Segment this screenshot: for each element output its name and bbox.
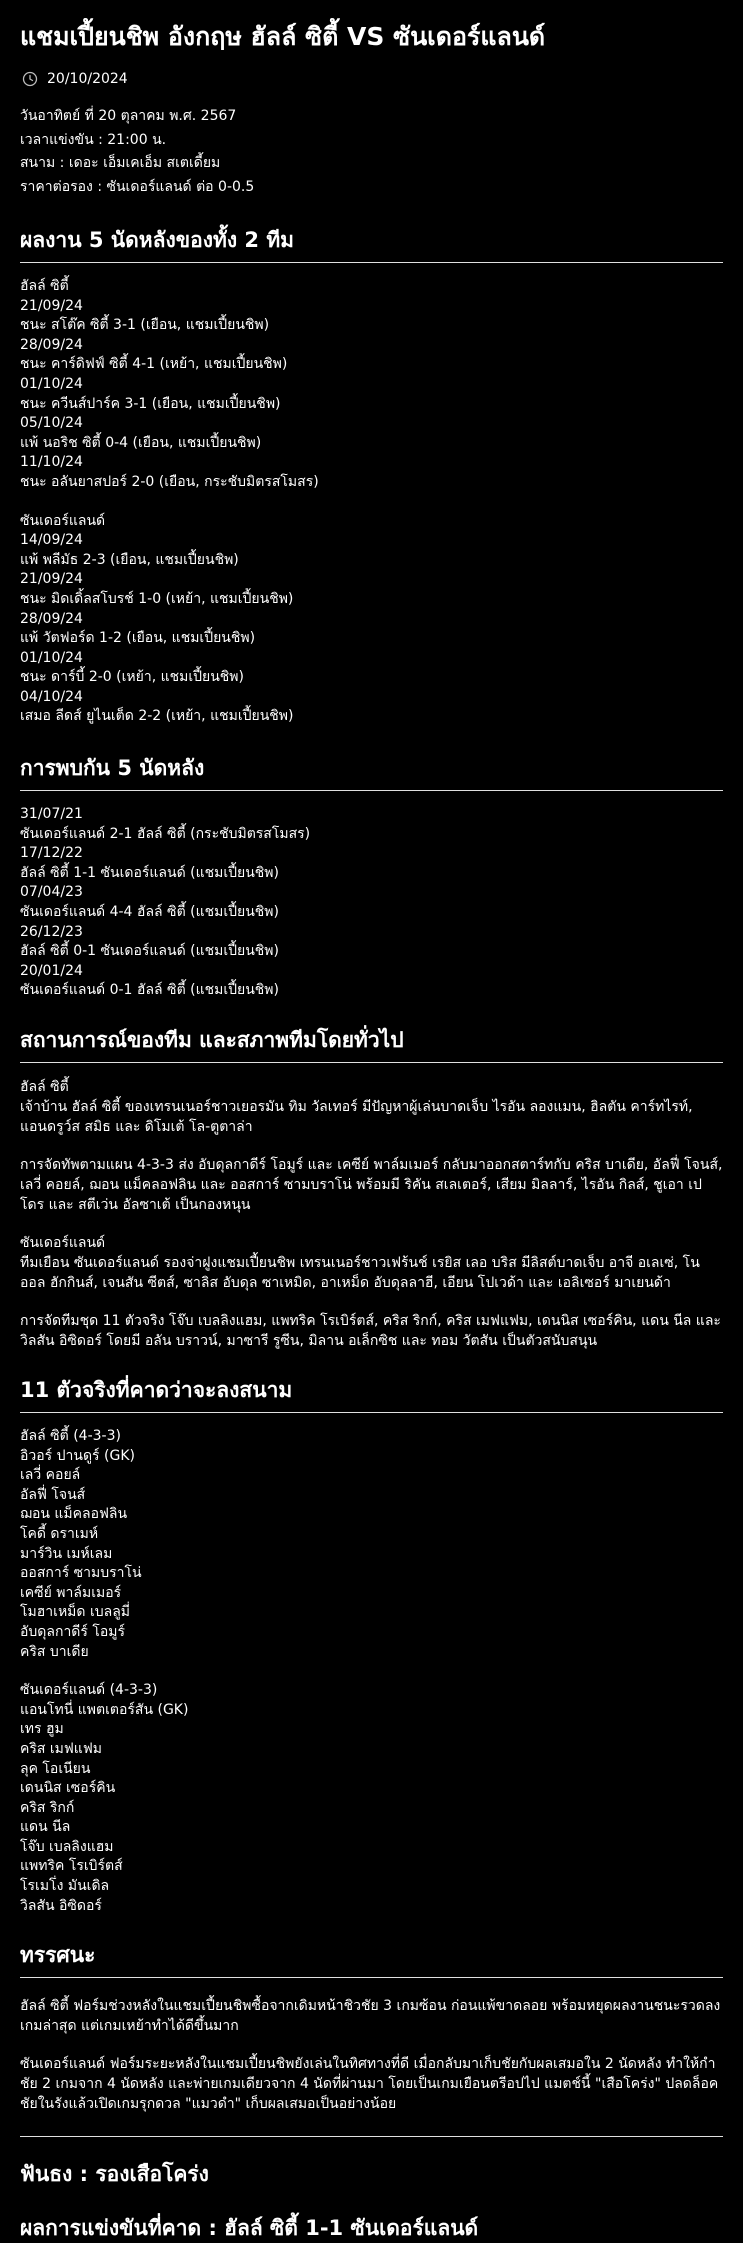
player: คริส บาเดีย [20, 1643, 89, 1660]
stadium: สนาม : เดอะ เอ็มเคเอ็ม สเตเดี้ยม [20, 155, 221, 171]
result-line: ชนะ ควีนส์ปาร์ค 3-1 (เยือน, แชมเปี้ยนชิพ) [20, 395, 281, 412]
h2h-line: ซันเดอร์แลนด์ 2-1 ฮัลล์ ซิตี้ (กระชับมิตรสโมสร) [20, 825, 311, 842]
team-name: ฮัลล์ ซิตี้ [20, 278, 69, 294]
result-line: 11/10/24 [20, 454, 83, 471]
result-line: 28/09/24 [20, 336, 83, 353]
h2h-heading: การพบกัน 5 นัดหลัง [20, 753, 723, 791]
page-title: แชมเปี้ยนชิพ อังกฤษ ฮัลล์ ซิตี้ VS ซันเดอร์แลนด์ [20, 22, 546, 51]
result-line: แพ้ พลีมัธ 2-3 (เยือน, แชมเปี้ยนชิพ) [20, 551, 239, 568]
analysis-heading: ทรรศนะ [20, 1940, 723, 1978]
player: อับดุลกาดีร์ โอมูร์ [20, 1623, 126, 1640]
team-name: ซันเดอร์แลนด์ [20, 512, 106, 529]
formation-title: ฮัลล์ ซิตี้ (4-3-3) [20, 1428, 121, 1444]
publish-date: 20/10/2024 [47, 71, 128, 87]
date-row [20, 69, 723, 89]
odds: ราคาต่อรอง : ซันเดอร์แลนด์ ต่อ 0-0.5 [20, 178, 255, 195]
tip-heading: ฟันธง : รองเสือโคร่ง [20, 2162, 209, 2187]
h2h-line: 07/04/23 [20, 884, 83, 901]
formation-title: ซันเดอร์แลนด์ (4-3-3) [20, 1682, 158, 1699]
h2h-list [20, 805, 723, 1001]
analysis-paragraph: ฮัลล์ ซิตี้ ฟอร์มช่วงหลังในแชมเปี้ยนชิพซื้อจากเดิมหน้าชิวชัย 3 เกมซ้อน ก่อนแพ้ขาดลอย พร้อมหยุดผลงานชนะรวดลงเกมล่าสุด แต่เกมเหย้าทำได้ดีขึ้นมาก [20, 1998, 721, 2035]
result-line: ชนะ ดาร์บี้ 2-0 (เหย้า, แชมเปี้ยนชิพ) [20, 669, 244, 686]
away-recent [20, 512, 723, 728]
divider [20, 2136, 723, 2137]
player: โจ๊บ เบลลิงแฮม [20, 1838, 114, 1855]
h2h-line: 20/01/24 [20, 962, 83, 979]
recent-results-heading: ผลงาน 5 นัดหลังของทั้ง 2 ทีม [20, 225, 723, 263]
h2h-section [20, 753, 723, 1001]
h2h-line: ฮัลล์ ซิตี้ 0-1 ซันเดอร์แลนด์ (แชมเปี้ยนชิพ) [20, 943, 279, 960]
away-lineup [20, 1681, 723, 1916]
player: อัลฟี่ โจนส์ [20, 1486, 86, 1503]
team-form-heading: สถานการณ์ของทีม และสภาพทีมโดยทั่วไป [20, 1025, 723, 1063]
result-line: 28/09/24 [20, 610, 83, 627]
player: เดนนิส เซอร์คิน [20, 1780, 116, 1797]
home-lineup [20, 1427, 723, 1662]
h2h-line: 26/12/23 [20, 923, 83, 940]
away-lineup-paragraph: การจัดทีมชุด 11 ตัวจริง โจ๊บ เบลลิงแฮม, แพทริค โรเบิร์ตส์, คริส ริกก์, คริส เมฟแฟม, เดนนิส เซอร์คิน, แดน นีล และ วิลสัน อิซิดอร์ โดยมี อลัน บราวน์, มาซารี รูซีน, มิลาน อเล็กซิช และ ทอม วัตสัน เป็นตัวสนับสนุน [20, 1313, 721, 1349]
player: ฌอน แม็คลอฟลิน [20, 1506, 128, 1523]
team-form-section [20, 1025, 723, 1351]
result-line: ชนะ สโต๊ค ซิตี้ 3-1 (เยือน, แชมเปี้ยนชิพ) [20, 317, 270, 334]
result-line: 05/10/24 [20, 415, 83, 432]
result-line: ชนะ อลันยาสปอร์ 2-0 (เยือน, กระชับมิตรสโมสร) [20, 473, 319, 490]
result-line: 14/09/24 [20, 532, 83, 549]
result-line: 01/10/24 [20, 375, 83, 392]
player: เคซีย์ พาล์มเมอร์ [20, 1584, 122, 1601]
away-form-paragraph: ทีมเยือน ซันเดอร์แลนด์ รองจ่าฝูงแชมเปี้ยนชิพ เทรนเนอร์ชาวเฟร้นช์ เรยิส เลอ บริส มีลิสต์บาดเจ็บ อาจี อเลเซ่, โนออล ฮักกินส์, เจนสัน ซีตส์, ซาลิส อับดุล ซาเหมิด, อาเหม็ด อับดุลลาฮี, เอียน โปเวด้า และ เอลิเซอร์ มาเยนด้า [20, 1255, 700, 1291]
h2h-line: ซันเดอร์แลนด์ 0-1 ฮัลล์ ซิตี้ (แชมเปี้ยนชิพ) [20, 982, 279, 999]
clock-icon [22, 71, 38, 87]
player: แพทริค โรเบิร์ตส์ [20, 1858, 123, 1875]
player: ลุค โอเนียน [20, 1760, 91, 1777]
result-line: 21/09/24 [20, 571, 83, 588]
analysis-section [20, 1940, 723, 2114]
h2h-line: ฮัลล์ ซิตี้ 1-1 ซันเดอร์แลนด์ (แชมเปี้ยนชิพ) [20, 864, 279, 881]
result-line: ชนะ มิดเดิ้ลสโบรช์ 1-0 (เหย้า, แชมเปี้ยนชิพ) [20, 590, 294, 607]
h2h-line: 17/12/22 [20, 845, 83, 862]
result-line: แพ้ นอริช ซิตี้ 0-4 (เยือน, แชมเปี้ยนชิพ) [20, 434, 262, 451]
result-line: เสมอ ลีดส์ ยูไนเต็ด 2-2 (เหย้า, แชมเปี้ยนชิพ) [20, 708, 294, 725]
player: เลวี่ คอยล์ [20, 1467, 81, 1484]
player: โรเมโ่ง มันเดิล [20, 1878, 110, 1895]
away-team-name: ซันเดอร์แลนด์ [20, 1235, 106, 1251]
result-line: 04/10/24 [20, 688, 83, 705]
player: เทร ฮูม [20, 1721, 64, 1738]
player: โคดี้ ดราเมห์ [20, 1525, 99, 1542]
home-lineup-paragraph: การจัดทัพตามแผน 4-3-3 ส่ง อับดุลกาดีร์ โอมูร์ และ เคซีย์ พาล์มเมอร์ กลับมาออกสตาร์ทกับ คริส บาเดีย, อัลฟี่ โจนส์, เลวี่ คอยล์, ฌอน แม็คลอฟลิน และ ออสการ์ ซามบราโน่ พร้อมมี ริคัน สเลเตอร์, เสียม มิลลาร์, ไรอัน กิลส์, ชูเอา เปโดร และ สตีเว่น อัลซาเต้ เป็นกองหนุน [20, 1157, 723, 1213]
result-line: 21/09/24 [20, 297, 83, 314]
home-recent [20, 277, 723, 493]
h2h-line: ซันเดอร์แลนด์ 4-4 ฮัลล์ ซิตี้ (แชมเปี้ยนชิพ) [20, 904, 279, 921]
lineup-heading: 11 ตัวจริงที่คาดว่าจะลงสนาม [20, 1375, 723, 1413]
player: แอนโทนี่ แพตเตอร์สัน (GK) [20, 1701, 189, 1718]
recent-results-section [20, 225, 723, 727]
home-team-name: ฮัลล์ ซิตี้ [20, 1079, 69, 1095]
player: คริส ริกก์ [20, 1799, 75, 1816]
player: วิลสัน อิซิดอร์ [20, 1897, 102, 1914]
player: ออสการ์ ซามบราโน่ [20, 1565, 142, 1582]
kickoff-time: เวลาแข่งขัน : 21:00 น. [20, 131, 167, 148]
result-line: 01/10/24 [20, 649, 83, 666]
player: โมฮาเหม็ด เบลลูมี่ [20, 1604, 130, 1621]
lineup-section [20, 1375, 723, 1916]
analysis-paragraph: ซันเดอร์แลนด์ ฟอร์มระยะหลังในแชมเปี้ยนชิพยังเล่นในทิศทางที่ดี เมื่อกลับมาเก็บชัยกับผลเสมอใน 2 นัดหลัง ทำให้กำชัย 2 เกมจาก 4 นัดหลัง และพ่ายเกมเดียวจาก 4 นัดที่ผ่านมา โดยเป็นเกมเยือนตรีอปไป แมตช์นี้ "เสือโคร่ง" ปลดล็อคชัยในรังแล้วเปิดเกมรุกดวล "แมวดำ" เก็บผลเสมอเป็นอย่างน้อย [20, 2056, 719, 2113]
result-line: แพ้ วัตฟอร์ด 1-2 (เยือน, แชมเปี้ยนชิพ) [20, 630, 256, 647]
prediction-heading: ผลการแข่งขันที่คาด : ฮัลล์ ซิตี้ 1-1 ซันเดอร์แลนด์ [20, 2216, 479, 2241]
result-line: ชนะ คาร์ดิฟฟ์ ซิตี้ 4-1 (เหย้า, แชมเปี้ยนชิพ) [20, 356, 288, 373]
match-day: วันอาทิตย์ ที่ 20 ตุลาคม พ.ศ. 2567 [20, 108, 237, 124]
player: อิวอร์ ปานดูร์ (GK) [20, 1447, 135, 1464]
player: มาร์วิน เมห์เลม [20, 1545, 113, 1562]
home-form-paragraph: เจ้าบ้าน ฮัลล์ ซิตี้ ของเทรนเนอร์ชาวเยอรมัน ทิม วัลเทอร์ มีปัญหาผู้เล่นบาดเจ็บ ไรอัน ลองแมน, ฮิลตัน คาร์ทไรท์, แอนดรูว์ส สมิธ และ ดิโมเต้ โล-ตูตาล่า [20, 1099, 693, 1135]
player: แดน นีล [20, 1819, 71, 1836]
player: คริส เมฟแฟม [20, 1740, 102, 1757]
h2h-line: 31/07/21 [20, 806, 83, 823]
match-info [20, 105, 723, 199]
